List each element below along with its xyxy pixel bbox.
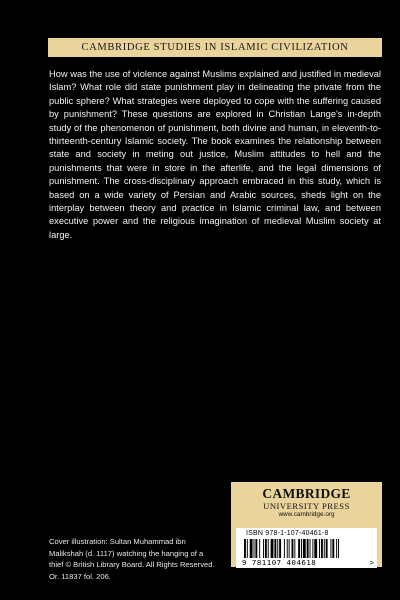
barcode-bar <box>277 539 278 558</box>
barcode-bar <box>254 539 255 558</box>
barcode-arrow: > <box>369 558 374 567</box>
barcode-bar <box>271 539 274 558</box>
barcode-bar <box>319 539 320 558</box>
barcode-graphic <box>244 539 369 558</box>
barcode-bar <box>338 539 339 558</box>
barcode-bar <box>289 539 290 558</box>
barcode-bar <box>303 539 306 558</box>
barcode-bar <box>255 539 257 558</box>
barcode-bar <box>312 539 313 558</box>
barcode-bar <box>307 539 309 558</box>
barcode-bar <box>336 539 337 558</box>
barcode-bar <box>265 539 267 558</box>
publisher-url: www.cambridge.org <box>278 511 335 518</box>
barcode-bar <box>324 539 325 558</box>
barcode-bar <box>332 539 334 558</box>
barcode-bar <box>294 539 295 558</box>
barcode-digits: 9 781107 404618 <box>242 558 317 567</box>
barcode-bar <box>326 539 328 558</box>
barcode-bar <box>274 539 276 558</box>
barcode-bar <box>244 539 246 558</box>
barcode-bar <box>268 539 269 558</box>
series-title-banner <box>48 38 382 57</box>
barcode-bar <box>314 539 317 558</box>
barcode-bar <box>301 539 302 558</box>
barcode-bar <box>292 539 294 558</box>
barcode-bar <box>263 539 264 558</box>
barcode-bar <box>259 539 260 558</box>
barcode-bar <box>284 539 285 558</box>
barcode-bar <box>287 539 288 558</box>
cover-illustration-credit: Cover illustration: Sultan Muhammad ibn Malikshah (d. 1117) watching the hanging of a thief © British Library Board. All Rights Reserved. Or. 11837 fol. 206. <box>49 537 215 581</box>
barcode-bar <box>330 539 331 558</box>
isbn-barcode-box <box>236 528 377 568</box>
publisher-press: UNIVERSITY PRESS <box>263 501 350 511</box>
barcode-bar <box>298 539 300 558</box>
barcode-bar <box>279 539 281 558</box>
isbn-label: ISBN 978-1-107-40461-8 <box>246 530 329 537</box>
series-title: CAMBRIDGE STUDIES IN ISLAMIC CIVILIZATION <box>81 42 349 53</box>
barcode-bar <box>321 539 323 558</box>
barcode-bar <box>247 539 248 558</box>
publisher-name: CAMBRIDGE <box>262 486 351 501</box>
barcode-bar <box>250 539 253 558</box>
book-description: How was the use of violence against Muslims explained and justified in medieval Islam? What role did state punishment play in delineating the private from the public sphere? What strategies were deployed to cope with the suffering caused by punishment? These questions are explored in Christian Lange's in-depth study of the phenomenon of punishment, both divine and human, in eleventh-to-thirteenth-century Islamic society. The book examines the relationship between state and society in meting out justice, Muslim attitudes to hell and the punishments that were in store in the afterlife, and the legal dimensions of punishment. The cross-disciplinary approach embraced in this study, which is based on a wide variety of Persian and Arabic sources, sheds light on the interplay between theory and practice in Islamic criminal law, and between executive power and the religious imagination of medieval Muslim society at large. <box>49 69 381 240</box>
barcode-bar <box>310 539 311 558</box>
